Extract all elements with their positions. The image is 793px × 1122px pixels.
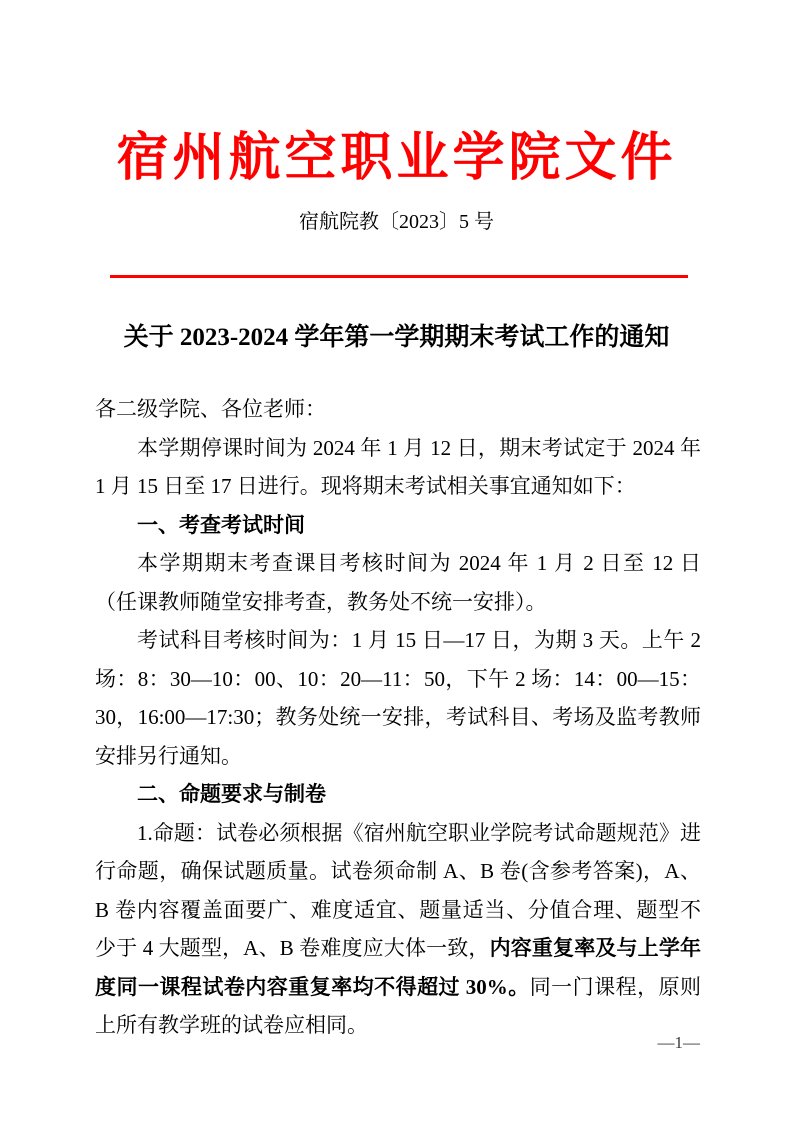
red-divider-line bbox=[110, 275, 688, 278]
proposition-text-bold-emphasis: 内容重复率及与上学年度同一课程试卷内容重复率均不得超过 30%。 bbox=[95, 936, 701, 999]
proposition-text-normal-1: 1.命题：试卷必须根据《宿州航空职业学院考试命题规范》进行命题，确保试题质量。试卷须命制 A、B 卷(含参考答案)，A、B 卷内容覆盖面要广、难度适宜、题量适当、分值合理、题型不少于 4 大题型，A、B 卷难度应大体一致， bbox=[95, 820, 701, 960]
proposition-text-normal-2: 同一门课程，原则上所有教学班的试卷应相同。 bbox=[95, 974, 702, 1037]
body-paragraph-proposition-rules bbox=[95, 814, 701, 1045]
body-paragraph-schedule-intro: 本学期停课时间为 2024 年 1 月 12 日，期末考试定于 2024 年 1 月 15 日至 17 日进行。现将期末考试相关事宜通知如下： bbox=[95, 435, 701, 498]
doc-number: 宿航院教〔2023〕5 号 bbox=[299, 211, 494, 233]
document-title: 关于 2023-2024 学年第一学期期末考试工作的通知 bbox=[123, 324, 670, 351]
section-heading-exam-time: 一、考查考试时间 bbox=[137, 512, 305, 537]
body-paragraph-exam-sessions: 考试科目考核时间为：1 月 15 日—17 日，为期 3 天。上午 2 场：8：30—10：00、10：20—11：50，下午 2 场：14：00—15：30，16:00—17:30；教务处统一安排，考试科目、考场及监考教师安排另行通知。 bbox=[95, 628, 701, 768]
org-title: 宿州航空职业学院文件 bbox=[116, 130, 677, 187]
page-number: —1— bbox=[657, 1033, 700, 1052]
section-heading-proposition: 二、命题要求与制卷 bbox=[137, 782, 326, 806]
document-body bbox=[95, 390, 701, 1045]
salutation: 各二级学院、各位老师： bbox=[95, 397, 326, 421]
body-paragraph-assessment-time: 本学期期末考查课目考核时间为 2024 年 1 月 2 日至 12 日（任课教师随堂安排考查，教务处不统一安排）。 bbox=[95, 551, 701, 614]
